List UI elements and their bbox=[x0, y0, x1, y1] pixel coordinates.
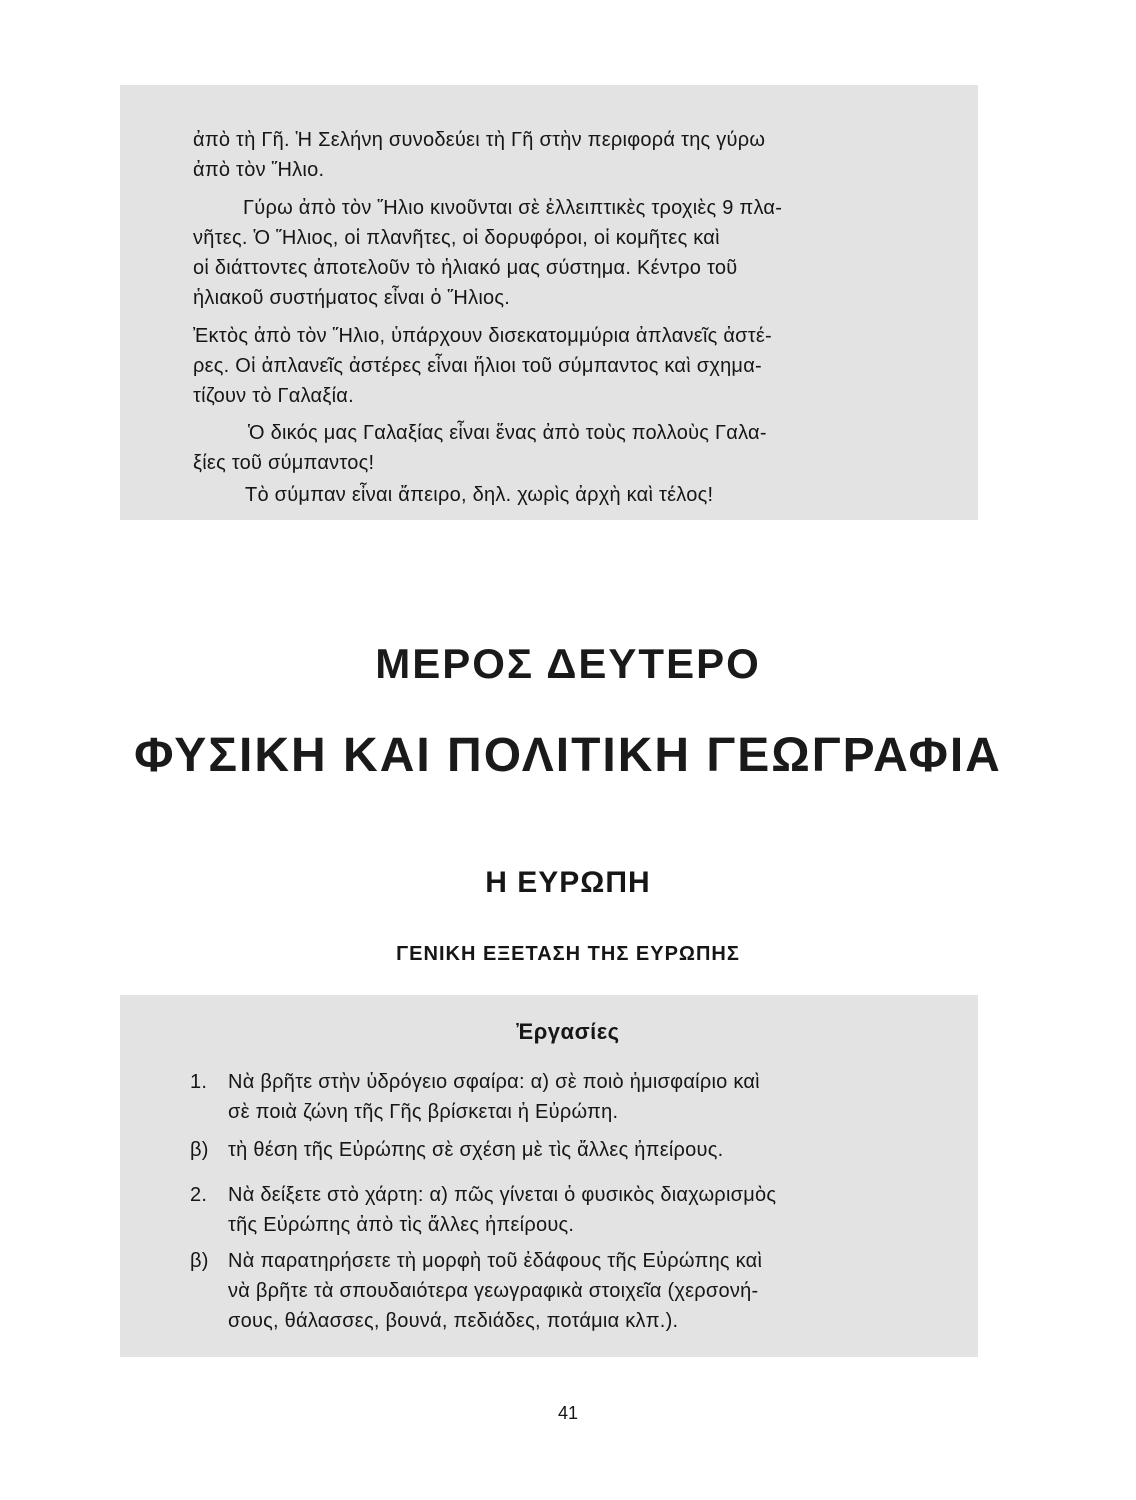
tasks-title: Ἐργασίες bbox=[516, 1019, 620, 1044]
paragraph-solar-system: Γύρω ἀπὸ τὸν Ἥλιο κινοῦνται σὲ ἐλλειπτικὲς τροχιὲς 9 πλα- νῆτες. Ὁ Ἥλιος, οἱ πλανῆτες, οἱ δορυφόροι, οἱ κομῆτες καὶ οἱ διάττοντες ἀποτελοῦν τὸ ἡλιακό μας σύστημα. Κέντρο τοῦ ἡλιακοῦ συστήματος εἶναι ὁ Ἥλιος. bbox=[193, 197, 783, 309]
task-number: 1. bbox=[190, 1071, 208, 1093]
part-title: ΜΕΡΟΣ ΔΕΥΤΕΡΟ bbox=[375, 640, 761, 687]
paragraph-galaxy: Ὁ δικός μας Γαλαξίας εἶναι ἕνας ἀπὸ τοὺς πολλοὺς Γαλα- ξίες τοῦ σύμπαντος! bbox=[193, 422, 767, 474]
task-item-2: 2. Νὰ δείξετε στὸ χάρτη: α) πῶς γίνεται ὁ φυσικὸς διαχωρισμὸς τῆς Εὐρώπης ἀπὸ τὶς ἄλλες ἠπείρους. bbox=[190, 1180, 776, 1240]
task-number: β) bbox=[190, 1250, 209, 1272]
task-item-2b: β) Νὰ παρατηρήσετε τὴ μορφὴ τοῦ ἐδάφους τῆς Εὐρώπης καὶ νὰ βρῆτε τὰ σπουδαιότερα γεωγραφικὰ στοιχεῖα (χερσονή- σους, θάλασσες, βουνά, πεδιάδες, ποτάμια κλπ.). bbox=[190, 1246, 762, 1336]
page-number: 41 bbox=[557, 1403, 579, 1423]
paragraph-moon: ἀπὸ τὴ Γῆ. Ἡ Σελήνη συνοδεύει τὴ Γῆ στὴν περιφορά της γύρω ἀπὸ τὸν Ἥλιο. bbox=[193, 129, 766, 181]
paragraph-universe: Τὸ σύμπαν εἶναι ἄπειρο, δηλ. χωρὶς ἀρχὴ καὶ τέλος! bbox=[245, 484, 714, 506]
paragraph-stars: Ἐκτὸς ἀπὸ τὸν Ἥλιο, ὑπάρχουν δισεκατομμύρια ἀπλανεῖς ἀστέ- ρες. Οἱ ἀπλανεῖς ἀστέρες εἶναι ἥλιοι τοῦ σύμπαντος καὶ σχημα- τίζουν τὸ Γαλαξία. bbox=[193, 325, 772, 407]
main-title: ΦΥΣΙΚΗ ΚΑΙ ΠΟΛΙΤΙΚΗ ΓΕΩΓΡΑΦΙΑ bbox=[134, 729, 1002, 782]
subsection-title: ΓΕΝΙΚΗ ΕΞΕΤΑΣΗ ΤΗΣ ΕΥΡΩΠΗΣ bbox=[396, 943, 740, 965]
section-title: Η ΕΥΡΩΠΗ bbox=[485, 866, 651, 899]
task-number: 2. bbox=[190, 1184, 208, 1206]
task-item-1: 1. Νὰ βρῆτε στὴν ὑδρόγειο σφαίρα: α) σὲ ποιὸ ἡμισφαίριο καὶ σὲ ποιὰ ζώνη τῆς Γῆς βρίσκεται ἡ Εὐρώπη. bbox=[190, 1067, 760, 1127]
task-item-1b: β) τὴ θέση τῆς Εὐρώπης σὲ σχέση μὲ τὶς ἄλλες ἠπείρους. bbox=[190, 1135, 723, 1165]
task-number: β) bbox=[190, 1139, 209, 1161]
